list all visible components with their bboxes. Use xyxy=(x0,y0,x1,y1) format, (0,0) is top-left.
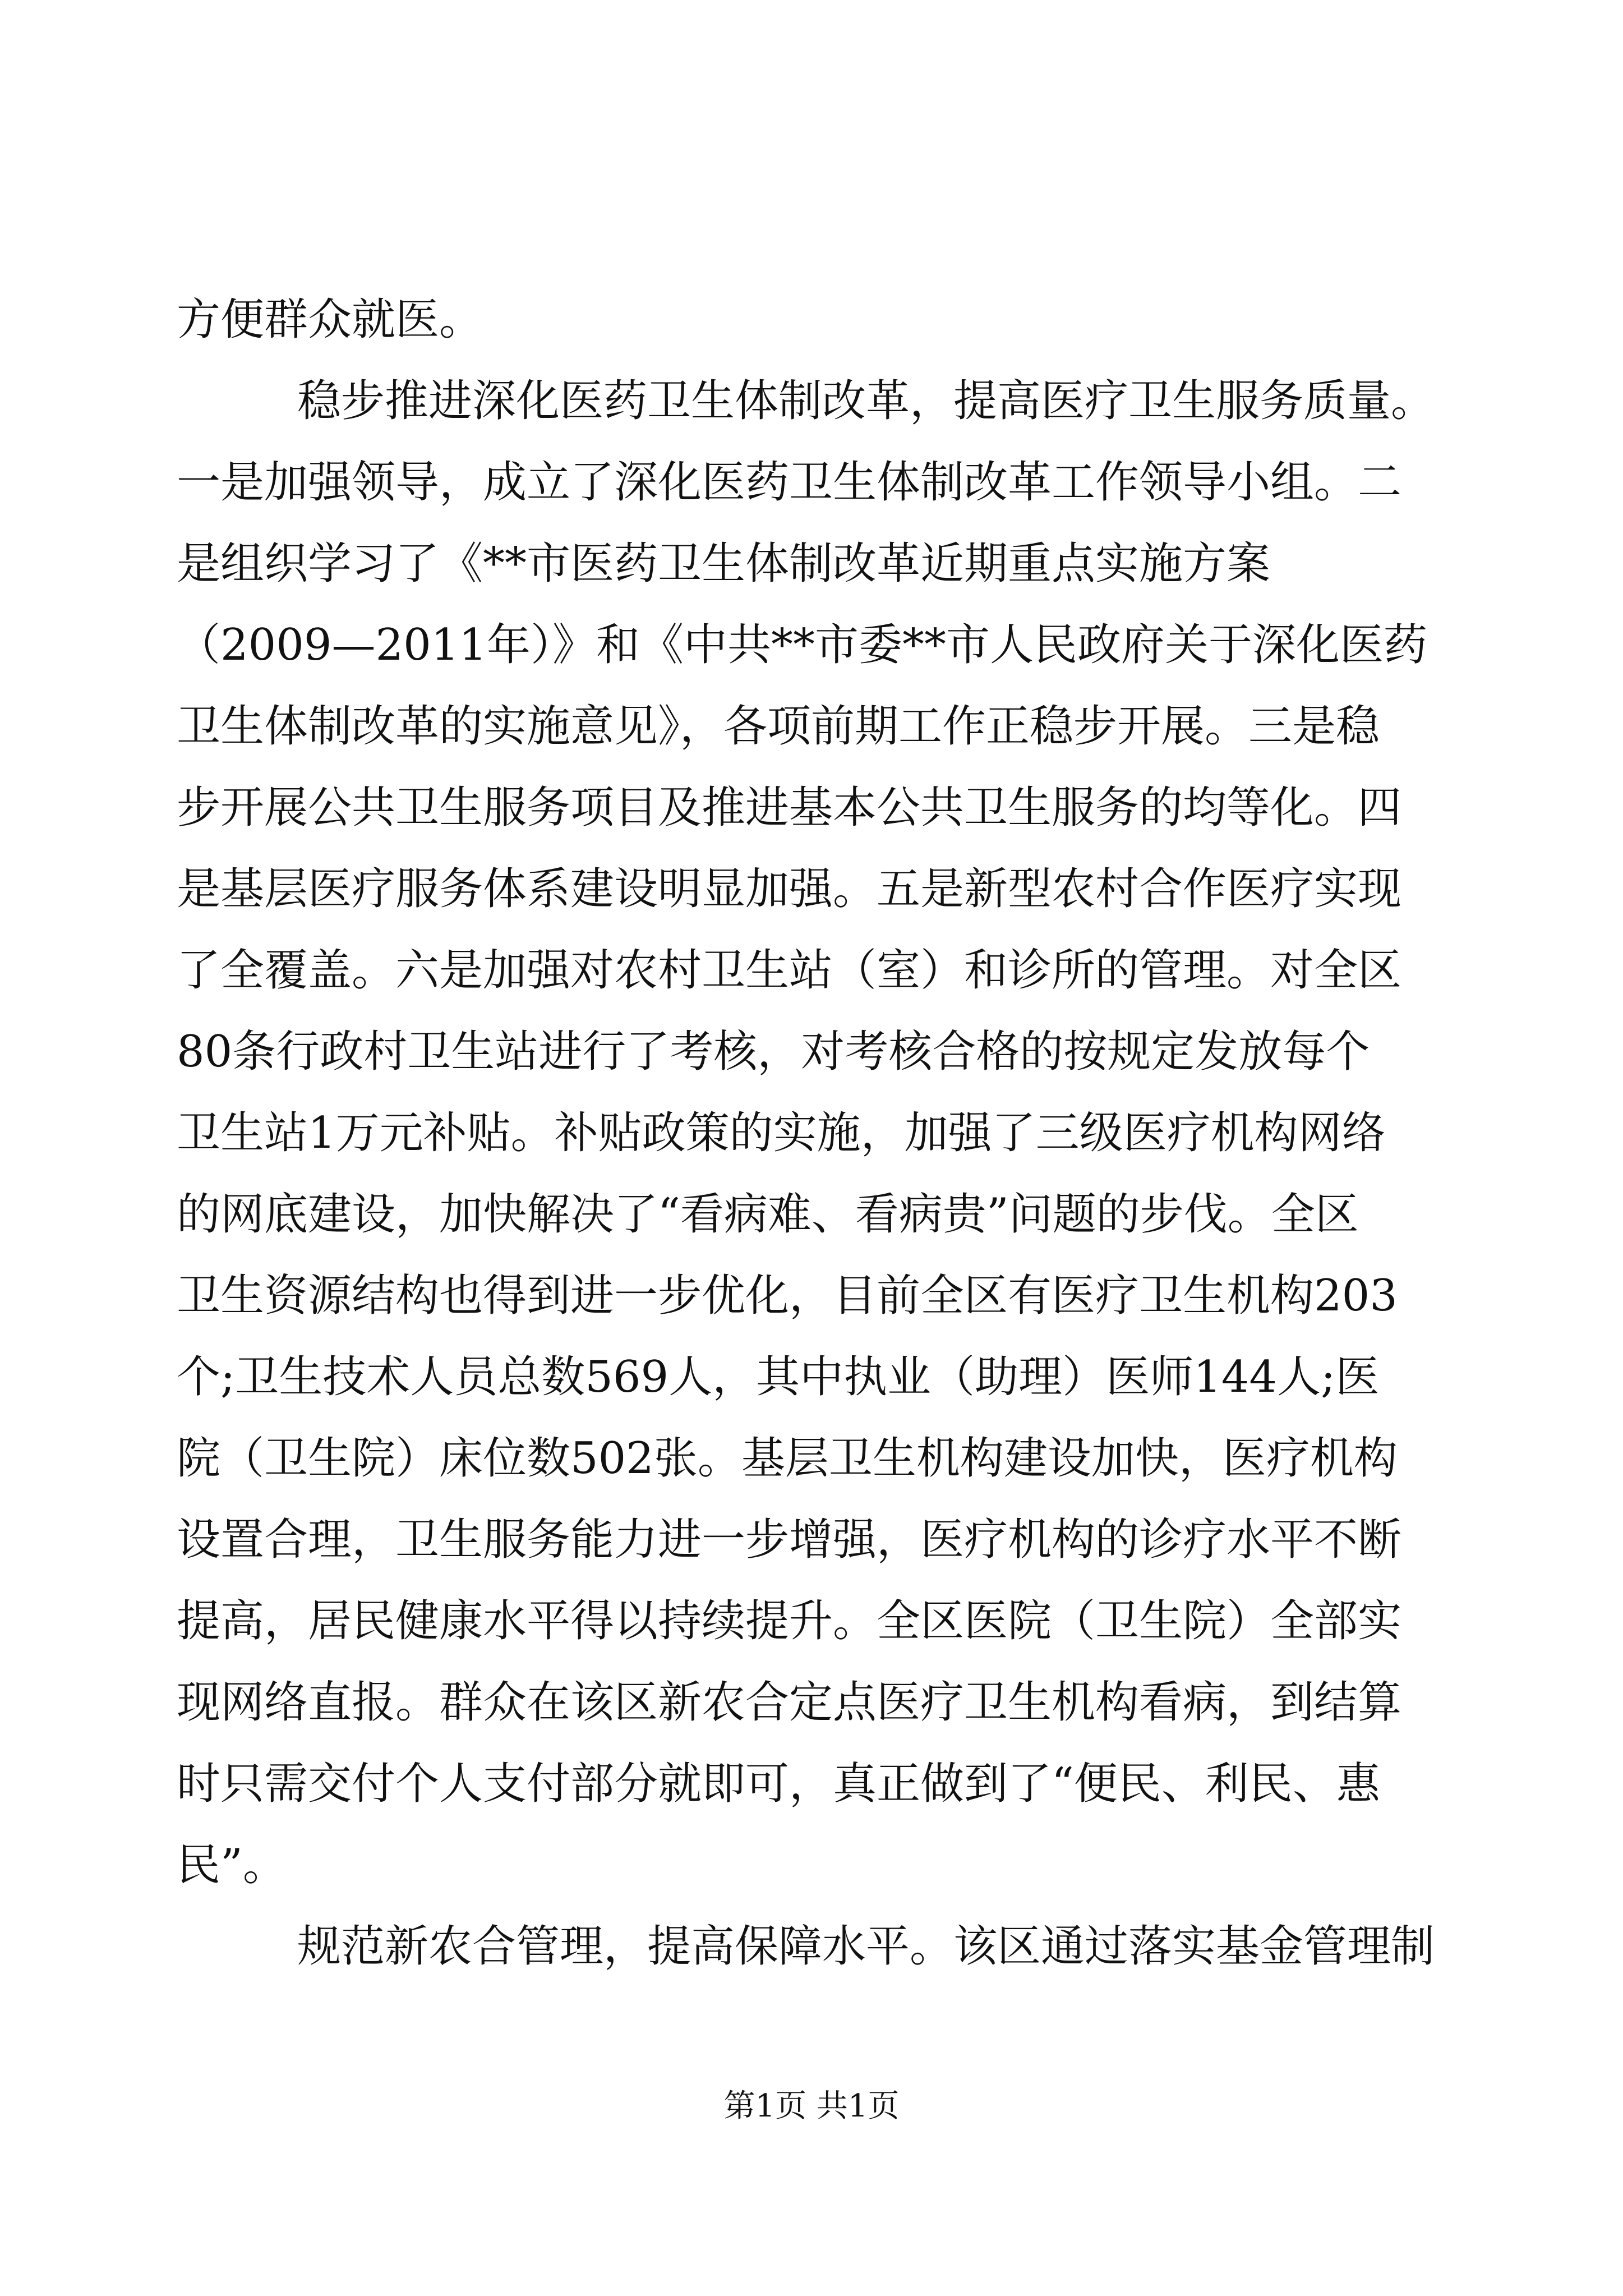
text-line: 院（卫生院）床位数502张。基层卫生机构建设加快，医疗机构 xyxy=(177,1433,1398,1484)
text-line: 卫生站1万元补贴。补贴政策的实施，加强了三级医疗机构网络 xyxy=(177,1108,1386,1158)
text-line: 现网络直报。群众在该区新农合定点医疗卫生机构看病，到结算 xyxy=(177,1677,1402,1728)
text-line: 提高，居民健康水平得以持续提升。全区医院（卫生院）全部实 xyxy=(177,1596,1402,1646)
text-line: 是基层医疗服务体系建设明显加强。五是新型农村合作医疗实现 xyxy=(177,864,1402,914)
text-line: （2009—2011年）》和《中共**市委**市人民政府关于深化医药 xyxy=(177,620,1428,670)
text-line: 的网底建设，加快解决了“看病难、看病贵”问题的步伐。全区 xyxy=(177,1189,1359,1240)
text-line: 80条行政村卫生站进行了考核，对考核合格的按规定发放每个 xyxy=(177,1027,1370,1077)
text-line: 步开展公共卫生服务项目及推进基本公共卫生服务的均等化。四 xyxy=(177,783,1402,833)
text-line: 民”。 xyxy=(177,1840,287,1890)
text-line: 方便群众就医。 xyxy=(177,295,483,345)
text-line: 一是加强领导，成立了深化医药卫生体制改革工作领导小组。二 xyxy=(177,457,1402,508)
page-number-footer: 第1页 共1页 xyxy=(723,2088,900,2124)
text-line: 是组织学习了《**市医药卫生体制改革近期重点实施方案 xyxy=(177,539,1271,589)
text-line: 时只需交付个人支付部分就即可，真正做到了“便民、利民、惠 xyxy=(177,1759,1380,1809)
text-line: 个;卫生技术人员总数569人，其中执业（助理）医师144人;医 xyxy=(177,1352,1380,1402)
text-line: 设置合理，卫生服务能力进一步增强，医疗机构的诊疗水平不断 xyxy=(177,1515,1402,1565)
text-line: 了全覆盖。六是加强对农村卫生站（室）和诊所的管理。对全区 xyxy=(177,945,1402,996)
paragraph-first-line: 稳步推进深化医药卫生体制改革，提高医疗卫生服务质量。 xyxy=(297,376,1435,426)
text-line: 卫生体制改革的实施意见》，各项前期工作正稳步开展。三是稳 xyxy=(177,701,1380,752)
paragraph-first-line: 规范新农合管理，提高保障水平。该区通过落实基金管理制 xyxy=(297,1921,1435,1972)
text-line: 卫生资源结构也得到进一步优化，目前全区有医疗卫生机构203 xyxy=(177,1271,1398,1321)
